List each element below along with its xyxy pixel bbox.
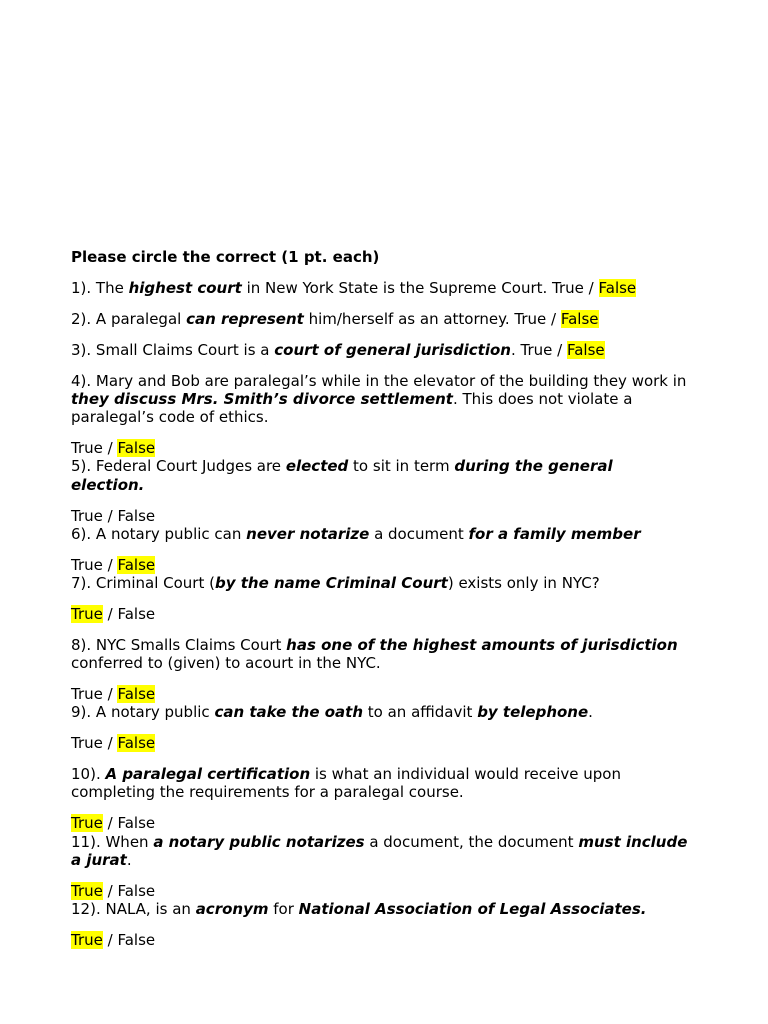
q8-emphasis: has one of the highest amounts of jurisdiction [286, 635, 678, 654]
q1-answer-highlight: False [598, 278, 637, 297]
q7-text: 7). Criminal Court ( [71, 574, 215, 593]
q9-answer [71, 734, 701, 752]
question-5 [71, 457, 701, 475]
q9-emphasis-2: by telephone [477, 703, 589, 722]
q3-text: 3). Small Claims Court is a [71, 340, 275, 359]
q4-line-1: 4). Mary and Bob are paralegal’s while in the elevator of the building they work in [71, 371, 687, 390]
q9-text: 9). A notary public [71, 703, 215, 722]
q2-text-2: him/herself as an attorney. True / [303, 309, 561, 328]
false-option: False [117, 604, 156, 623]
q6-emphasis: never notarize [246, 524, 370, 543]
q10-text-2: is what an individual would receive upon [310, 765, 621, 784]
q9-emphasis: can take the oath [214, 703, 364, 722]
true-option-highlight: True [71, 930, 103, 949]
q10-emphasis: A paralegal certification [105, 765, 311, 784]
q10-text: 10). [71, 765, 106, 784]
true-option: True [71, 506, 103, 525]
question-8 [71, 636, 701, 673]
q12-emphasis: acronym [195, 900, 269, 919]
true-option-highlight: True [71, 881, 103, 900]
option-separator: / [102, 439, 118, 458]
q5-text: 5). Federal Court Judges are [71, 457, 286, 476]
q4-emphasis: they discuss Mrs. Smith’s divorce settlement [71, 389, 453, 408]
option-separator: / [102, 814, 118, 833]
question-4 [71, 372, 701, 427]
q7-answer [71, 605, 701, 623]
q5-text-2: to sit in term [348, 457, 455, 476]
q9-text-2: to an affidavit [363, 703, 478, 722]
true-option: True [71, 439, 103, 458]
q2-text: 2). A paralegal [71, 309, 187, 328]
q8-text: 8). NYC Smalls Claims Court [71, 635, 287, 654]
q5-answer [71, 507, 701, 525]
q2-emphasis: can represent [186, 309, 304, 328]
q4-line-3: paralegal’s code of ethics. [71, 408, 269, 427]
false-option-highlight: False [117, 734, 156, 753]
q3-answer-highlight: False [566, 340, 605, 359]
q6-text: 6). A notary public can [71, 524, 247, 543]
false-option-highlight: False [117, 684, 156, 703]
question-1 [71, 279, 701, 297]
q11-text: 11). When [71, 832, 154, 851]
question-7 [71, 574, 701, 592]
q12-text-2: for [268, 900, 299, 919]
q12-answer [71, 931, 701, 949]
question-10 [71, 765, 701, 802]
option-separator: / [102, 506, 118, 525]
q5-emphasis: elected [285, 457, 349, 476]
q1-emphasis: highest court [128, 278, 242, 297]
question-11 [71, 833, 701, 851]
option-separator: / [102, 604, 118, 623]
false-option-highlight: False [117, 555, 156, 574]
q11-emphasis-2: must include [578, 832, 688, 851]
q6-text-2: a document [369, 524, 469, 543]
q10-line-1 [71, 765, 701, 783]
q3-emphasis: court of general jurisdiction [274, 340, 511, 359]
q11-answer [71, 882, 701, 900]
q11-emphasis: a notary public notarizes [153, 832, 365, 851]
true-option-highlight: True [71, 604, 103, 623]
question-9 [71, 703, 701, 721]
option-separator: / [102, 881, 118, 900]
question-12 [71, 900, 701, 918]
q8-line-1 [71, 636, 701, 654]
true-option-highlight: True [71, 814, 103, 833]
q8-line-2: conferred to (given) to acourt in the NYC. [71, 654, 381, 673]
q8-answer [71, 685, 701, 703]
quiz-page [71, 248, 701, 949]
q5-emphasis-2: during the general [454, 457, 613, 476]
option-separator: / [102, 930, 118, 949]
false-option: False [117, 506, 156, 525]
q10-answer [71, 814, 701, 832]
q1-text-2: in New York State is the Supreme Court. True / [241, 278, 599, 297]
q3-text-2: . True / [510, 340, 567, 359]
q1-text: 1). The [71, 278, 129, 297]
false-option: False [117, 814, 156, 833]
q5-line-2: election. [71, 475, 145, 494]
q7-text-2: ) exists only in NYC? [447, 574, 600, 593]
question-6 [71, 525, 701, 543]
quiz-heading: Please circle the correct (1 pt. each) [71, 248, 380, 266]
false-option-highlight: False [117, 439, 156, 458]
q4-line-2 [71, 390, 701, 408]
option-separator: / [102, 684, 118, 703]
q6-emphasis-2: for a family member [468, 524, 641, 543]
question-2 [71, 310, 701, 328]
q4-answer [71, 439, 701, 457]
false-option: False [117, 930, 156, 949]
q11-text-2: a document, the document [364, 832, 579, 851]
q11-line-2 [71, 851, 701, 869]
q4-text-2: . This does not violate a [452, 389, 633, 408]
option-separator: / [102, 555, 118, 574]
q12-text: 12). NALA, is an [71, 900, 196, 919]
q6-answer [71, 556, 701, 574]
q9-text-3: . [588, 703, 593, 722]
q2-answer-highlight: False [560, 309, 599, 328]
question-3 [71, 341, 701, 359]
option-separator: / [102, 734, 118, 753]
true-option: True [71, 684, 103, 703]
true-option: True [71, 734, 103, 753]
q11-emphasis-3: a jurat [71, 850, 127, 869]
q10-line-2: completing the requirements for a paralegal course. [71, 783, 464, 802]
q11-text-3: . [126, 850, 132, 869]
q12-emphasis-2: National Association of Legal Associates. [298, 900, 647, 919]
q7-emphasis: by the name Criminal Court [214, 574, 448, 593]
true-option: True [71, 555, 103, 574]
false-option: False [117, 881, 156, 900]
